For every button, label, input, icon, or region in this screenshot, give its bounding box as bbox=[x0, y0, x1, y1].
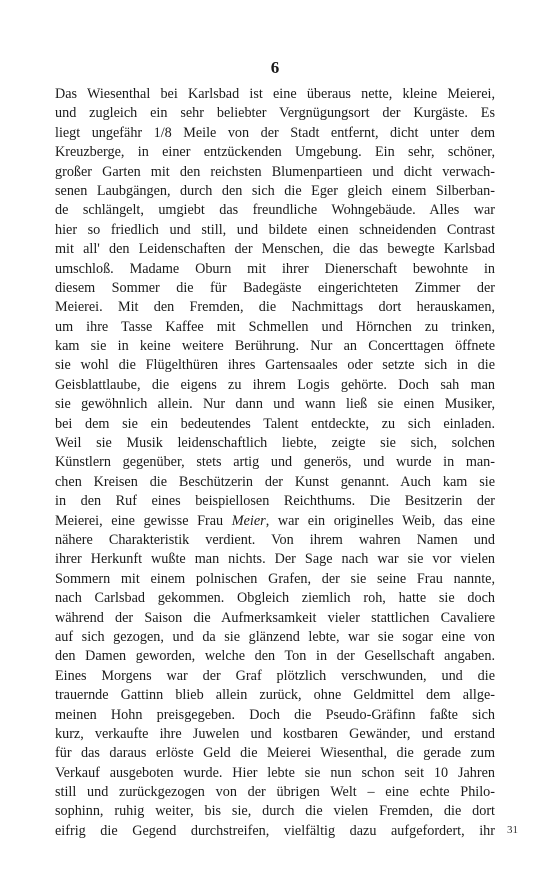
chapter-number: 6 bbox=[270, 58, 280, 77]
text-line: Verkauf ausgeboten wurde. Hier lebte sie nun schon seit 10 Jahren bbox=[55, 764, 495, 781]
text-line: für das daraus erlöste Geld die Meierei Wiesenthal, die gerade zum bbox=[55, 745, 495, 762]
text-line: sie wohl die Flügelthüren ihres Gartensaales oder setzte sich in die bbox=[55, 357, 495, 374]
text-line: umschloß. Madame Oburn mit ihrer Dienerschaft bewohnte in bbox=[55, 260, 495, 277]
text-line: senen Laubgängen, durch den sich die Eger gleich einem Silberban- bbox=[55, 182, 495, 199]
body-text bbox=[55, 85, 495, 841]
text-line: trauernde Gattinn blieb allein zurück, ohne Geldmittel dem allge- bbox=[55, 687, 495, 704]
text-line: kam sie in keine weitere Berührung. Nur an Concerttagen öffnete bbox=[55, 338, 495, 355]
text-line: Meierei. Mit den Fremden, die Nachmittags dort herauskamen, bbox=[55, 299, 495, 316]
text-line: in den Ruf eines beispiellosen Reichthums. Die Besitzerin der bbox=[55, 493, 495, 510]
text-line: großer Garten mit den reichsten Blumenpartieen und dicht verwach- bbox=[55, 163, 495, 180]
text-line: nähere Charakteristik verdient. Von ihrem wahren Namen und bbox=[55, 531, 495, 548]
page-number: 31 bbox=[507, 824, 518, 836]
text-line: Weil sie Musik leidenschaftlich liebte, zeigte sie sich, solchen bbox=[55, 435, 495, 452]
text-line: kurz, verkaufte ihre Juwelen und kostbaren Gewänder, und erstand bbox=[55, 725, 495, 742]
text-line: bei dem sie ein bedeutendes Talent entdeckte, zu sich einladen. bbox=[55, 415, 495, 432]
text-line: auf sich gezogen, und da sie glänzend lebte, war sie sogar eine von bbox=[55, 628, 495, 645]
text-line: den Damen geworden, welche den Ton in der Gesellschaft angaben. bbox=[55, 648, 495, 665]
text-line: während der Saison die Aufmerksamkeit vieler stattlichen Cavaliere bbox=[55, 609, 495, 626]
text-line: mit all' den Leidenschaften der Menschen, die das bewegte Karlsbad bbox=[55, 241, 495, 258]
text-line: ihrer Herkunft wußte man nichts. Der Sage nach war sie vor vielen bbox=[55, 551, 495, 568]
text-line: Das Wiesenthal bei Karlsbad ist eine überaus nette, kleine Meierei, bbox=[55, 86, 495, 102]
text-line: sophinn, ruhig weiter, bis sie, durch die vielen Fremden, die dort bbox=[55, 803, 495, 820]
text-line bbox=[55, 512, 495, 531]
text-segment: , war ein originelles Weib, das eine bbox=[265, 512, 495, 529]
text-segment: Meierei, eine gewisse Frau bbox=[55, 512, 232, 529]
text-line: und zugleich ein sehr beliebter Vergnügungsort der Kurgäste. Es bbox=[55, 105, 495, 122]
text-line: chen Kreisen die Beschützerin der Kunst genannt. Auch kam sie bbox=[55, 473, 495, 490]
text-line: de schlängelt, umgiebt das freundliche Wohngebäude. Alles war bbox=[55, 202, 495, 219]
text-line: Sommern mit einem polnischen Grafen, der sie seine Frau nannte, bbox=[55, 570, 495, 587]
text-line: hier so friedlich und still, und bildete einen schneidenden Contrast bbox=[55, 221, 495, 238]
text-line: um ihre Tasse Kaffee mit Schmellen und Hörnchen zu trinken, bbox=[55, 318, 495, 335]
italic-name: Meier bbox=[231, 512, 266, 529]
text-line: Kreuzberge, in einer entzückenden Umgebung. Ein sehr, schöner, bbox=[55, 144, 495, 161]
text-line: nach Carlsbad gekommen. Obgleich ziemlich roh, hatte sie doch bbox=[55, 590, 495, 607]
text-line: diesem Sommer die für Badegäste eingerichteten Zimmer der bbox=[55, 279, 495, 296]
text-line: still und zurückgezogen von der übrigen Welt – eine echte Philo- bbox=[55, 784, 495, 801]
text-line: meinen Hohn preisgegeben. Doch die Pseudo-Gräfinn faßte sich bbox=[55, 706, 495, 723]
text-line: Künstlern gegenüber, stets artig und generös, und wurde in man- bbox=[55, 454, 495, 471]
text-line: liegt ungefähr 1/8 Meile von der Stadt entfernt, dicht unter dem bbox=[55, 124, 495, 141]
text-line: Eines Morgens war der Graf plötzlich verschwunden, und die bbox=[55, 667, 495, 684]
text-line: eifrig die Gegend durchstreifen, vielfältig dazu aufgefordert, ihr bbox=[55, 822, 495, 839]
text-line: Geisblattlaube, die eigens zu ihrem Logis gehörte. Doch sah man bbox=[55, 376, 495, 393]
text-line: sie gewöhnlich allein. Nur dann und wann ließ sie einen Musiker, bbox=[55, 396, 495, 413]
